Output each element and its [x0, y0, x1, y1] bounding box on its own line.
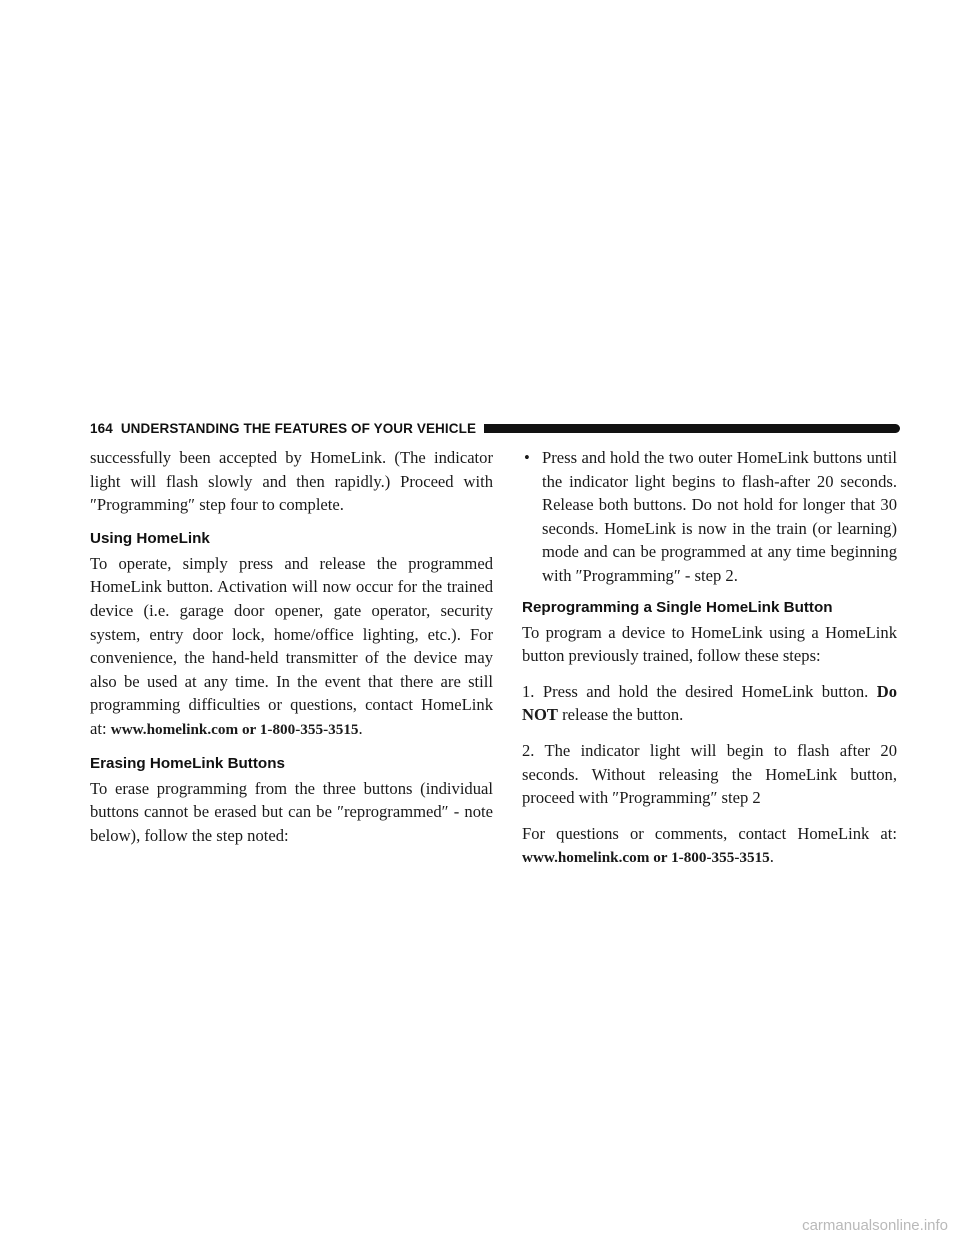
erase-bullet-item: • Press and hold the two outer HomeLink buttons until the indicator light begins to flash-after 20 seconds. Release both buttons. Do not hold for longer that 30 seconds. HomeLink is now in the train (or learning) mode and can be programmed at any time beginning with ″Programming″ - step 2. — [524, 448, 897, 585]
questions-paragraph: For questions or comments, contact HomeLink at: www.homelink.com or 1-800-355-3515. — [522, 823, 897, 867]
using-homelink-heading: Using HomeLink — [90, 529, 210, 547]
erasing-paragraph: To erase programming from the three buttons (individual buttons cannot be erased but can be ″reprogrammed″ - note below), follow the step noted: — [90, 778, 493, 845]
questions-contact: www.homelink.com or 1-800-355-3515 — [522, 849, 770, 867]
reprogramming-intro: To program a device to HomeLink using a HomeLink button previously trained, follow these steps: — [522, 622, 897, 666]
homelink-contact: www.homelink.com or 1-800-355-3515 — [110, 720, 359, 738]
intro-paragraph: successfully been accepted by HomeLink. (The indicator light will flash slowly and then rapidly.) Proceed with ″Programming″ step four to complete. — [90, 448, 493, 515]
step-1: 1. Press and hold the desired HomeLink button. Do NOT release the button. — [522, 681, 897, 725]
running-header — [90, 419, 900, 437]
page-number: 164 — [90, 420, 113, 436]
header-title: UNDERSTANDING THE FEATURES OF YOUR VEHICLE — [120, 420, 477, 436]
step-2: 2. The indicator light will begin to flash after 20 seconds. Without releasing the HomeLink button, proceed with ″Programming″ step 2 — [522, 740, 897, 808]
do-not-emphasis: Do NOT — [522, 681, 897, 725]
bullet-icon: • — [524, 448, 530, 467]
watermark: carmanualsonline.info — [802, 1217, 948, 1234]
header-rule — [484, 424, 900, 433]
erasing-heading: Erasing HomeLink Buttons — [90, 754, 285, 772]
reprogramming-heading: Reprogramming a Single HomeLink Button — [522, 598, 833, 616]
using-homelink-paragraph: To operate, simply press and release the programmed HomeLink button. Activation will now occur for the trained device (i.e. garage door opener, gate operator, security system, entry door lock, home/office lighting, etc.). For convenience, the hand-held transmitter of the device may also be used at any time. In the event that there are still programming difficulties or questions, contact HomeLink at: www.homelink.com or 1-800-355-3515. — [90, 553, 493, 738]
right-column — [522, 446, 897, 882]
left-column — [90, 446, 493, 847]
